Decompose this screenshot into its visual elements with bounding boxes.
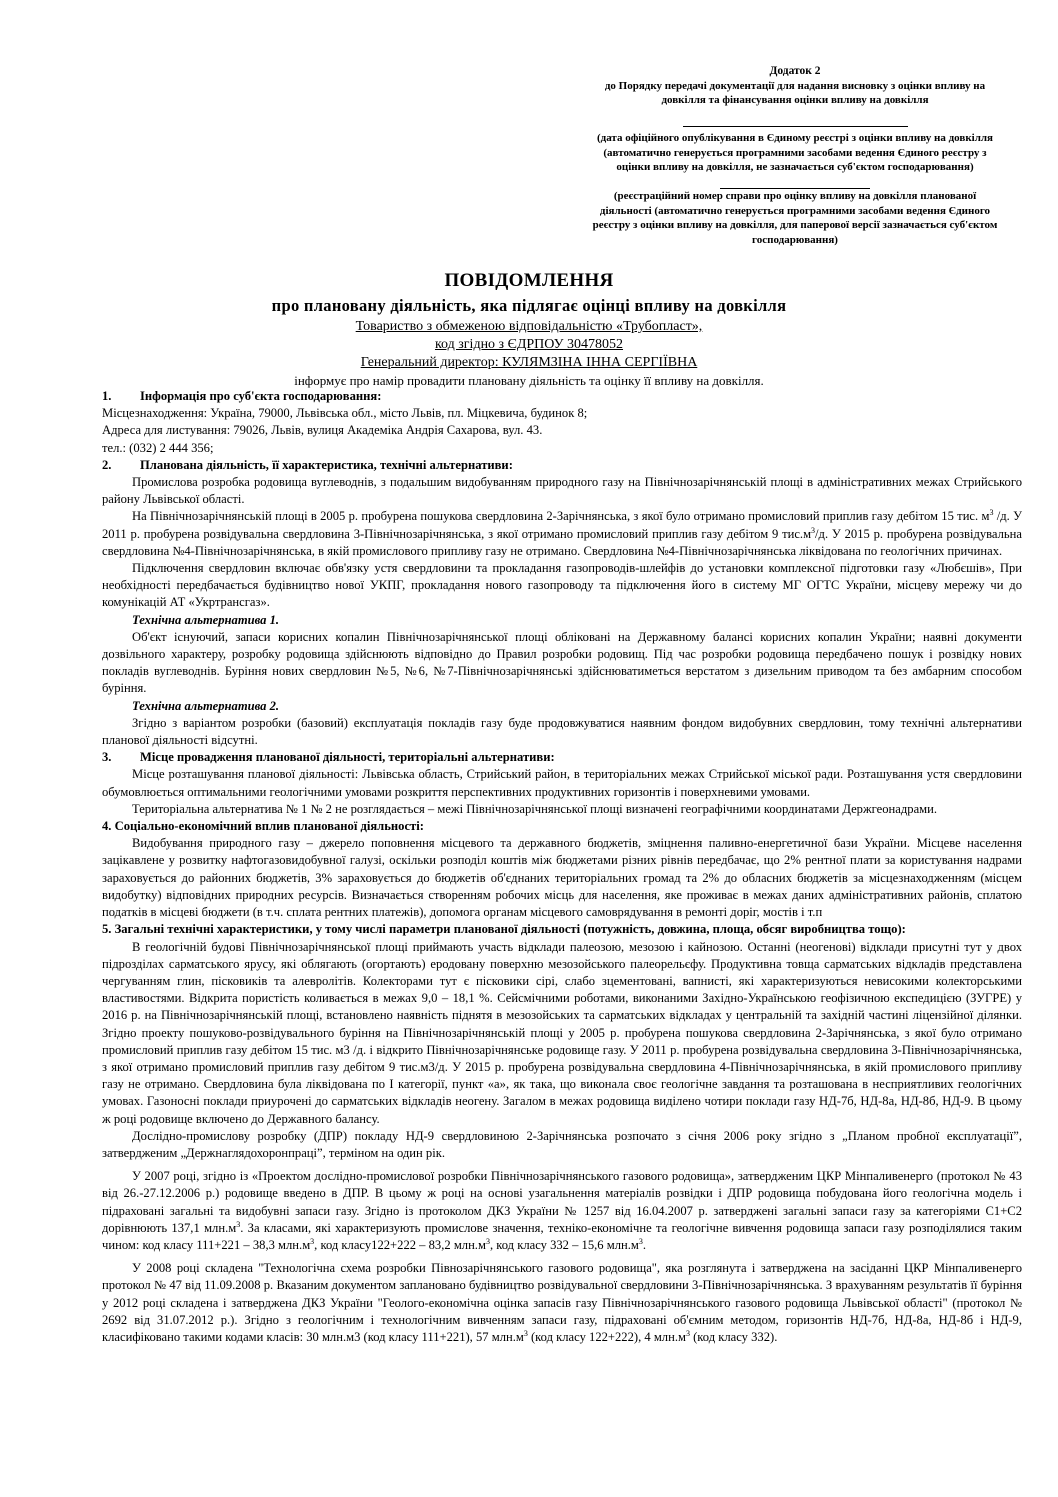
reg-blank-line [720,177,870,189]
section-1-heading [102,388,1022,405]
notice-subtitle: про плановану діяльність, яка підлягає оцінці впливу на довкілля [271,296,787,315]
section-3-paragraph-1: Місце розташування планової діяльності: Львівська область, Стрийський район, в територіальних межах Стрийської міської ради. Розташування устя свердловини обумовлюється оптимальними геологічними умовами розкриття перспективних продуктивних горизонтів і поверхневими умовами. [102,767,1022,799]
section-1-number: 1. [102,389,112,403]
section-5-paragraph-3: У 2007 році, згідно із «Проектом дослідно-промислової розробки Північнозарічнянського газового родовища», затвердженим ЦКР Мінпаливенерго (протокол № 43 від 26.-27.12.2006 р.) родовище введено в ДПР. В цьому ж році на основі узагальнення матеріалів розвідки і ДПР родовища побудована його геологічна модель і підраховані загальні та видобувні запаси газу. Згідно із протоколом ДКЗ України № 1257 від 16.04.2007 р. затверджені загальні запаси газу за категоріями С1+С2 дорівнюють 137,1 $млн.м^3$. За класами, які характеризують промислове значення, техніко-економічне та геологічне вивчення родовища запаси газу розподілялися таким чином: код класу 111+221 – 38,3 $млн.м^3$, код класу122+222 – 83,2 $млн.м^3$, код класу 332 – 15,6 $млн.м^3$. [102,1169,1022,1252]
section-3-number: 3. [102,750,112,765]
notice-title: ПОВІДОМЛЕННЯ [444,270,614,291]
section-5-paragraph-4: У 2008 році складена "Технологічна схема розробки Півнозарічнянського газового родовища", яка розглянута і затверджена на засіданні ЦКР Мінпаливенерго протокол № 47 від 11.09.2008 р. Вказаним документом заплановано будівництво розвідувальної свердловини 3-Північнозарічнянська. З врахуванням результатів її буріння у 2012 році складена і затверджена ДКЗ України "Геолого-економічна оцінка запасів газу Північнозарічнянського газового родовища Львівської області" (протокол № 2692 від 31.07.2012 р.). Згідно з геологічним і технологічним вивченням запаси газу, підраховані об'ємним методом, горизонтів НД-7б, НД-8а, НД-8б і НД-9, класифіковано такими кодами класів: 30 млн.м3 (код класу 111+221), 57 $млн.м^3$ (код класу 122+222), 4 $млн.м^3$ (код класу 332). [102,1261,1022,1344]
notice-intent: інформує про намір провадити плановану діяльність та оцінку її впливу на довкілля. [294,373,764,388]
annex-subtitle: до Порядку передачі документації для надання висновку з оцінки впливу на довкілля та фінансування оцінки впливу на довкілля [604,79,986,106]
entity-location: Місцезнаходження: Україна, 79000, Львівська обл., місто Львів, пл. Міцкевича, будинок 8; [102,406,588,421]
section-2-paragraph-2: На Північнозарічнянській площі в 2005 р. пробурена пошукова свердловина 2-Зарічнянська, з якої було отримано промисловий приплив газу дебітом 15 тис. $м^3$ /д. У 2011 р. пробурена розвідувальна свердловина 3-Північнозарічнянська, з якої отримано промисловий приплив газу дебітом 9 $тис.м^3/д$. У 2015 р. пробурена розвідувальна свердловина №4-Північнозарічнянська, в якій промислового припливу газу не отримано. Свердловина №4-Північнозарічнянська ліквідована по геологічних причинах. [102,508,1022,558]
section-5-paragraph-1: В геологічній будові Північнозарічнянської площі приймають участь відклади палеозою, мезозою і кайнозою. Останні (неогенові) відклади присутні тут у двох підрозділах сарматського ярусу, які облягають (огортають) еродовану поверхню мезозойського палеорельєфу. Продуктивна товща сарматських відкладів представлена чергуванням глин, пісковиків та алевролітів. Колекторами тут є пісковики сірі, слабо зцементовані, вапнисті, які характеризуються невисокими колекторськими властивостями. Відкрита пористість коливається в межах 9,0 – 18,1 %. Сейсмічними роботами, виконаними Західно-Українською геофізичною експедицією (ЗУГРЕ) у 2016 р. на Північнозарічнянській площі, встановлено наявність піднятя в мезозойських та сарматських відкладах у центральній та західній частині ліцензійної ділянки. Згідно проекту пошуково-розвідувального буріння на Північнозарічнянській площі у 2005 р. пробурена пошукова свердловина 2-Зарічнянська, з якої було отримано промисловий приплив газу дебітом 15 тис. м3 /д. і відкрито Північнозарічнянське родовище газу. У 2011 р. пробурена розвідувальна свердловина 3-Північнозарічнянська, з якої отримано промисловий приплив газу дебітом 9 тис.м3/д. У 2015 р. пробурена розвідувальна свердловина 4-Північнозарічнянська, в якій промислового припливу газу не отримано. Свердловина була ліквідована по І категорії, пункт «а», як така, що виконала своє геологічне завдання та розташована в несприятливих геологічних умовах. Газоносні поклади приурочені до сарматських відкладів неогену. Загалом в межах родовища виділено чотири поклади газу НД-7б, НД-8а, НД-8б, НД-9. В цьому ж році родовище включено до Державного балансу. [102,939,1022,1126]
tech-alternative-1-title: Технічна альтернатива 1. [132,612,280,627]
section-2-number: 2. [102,457,112,472]
entity-postal-address: Адреса для листування: 79026, Львів, вулиця Академіка Андрія Сахарова, вул. 43. [102,423,543,438]
annex-block [590,64,1000,247]
section-4-heading: 4. Соціально-економічний вплив планованої діяльності: [102,819,424,834]
notice-heading [100,268,958,389]
company-director: Генеральний директор: КУЛЯМЗІНА ІННА СЕРГІЇВНА [360,355,698,370]
annex-reg-note: (реєстраційний номер справи про оцінку впливу на довкілля планованої діяльності (автоматично генерується програмними засобами ведення Єдиного реєстру з оцінки впливу на довкілля, для паперової версії зазначається суб'єктом господарювання) [592,190,998,246]
section-3-heading [102,749,1022,766]
section-2-paragraph-1: Промислова розробка родовища вуглеводнів, з подальшим видобуванням природного газу на Північнозарічнянській площі в адміністративних межах Стрийського району Львівської області. [102,475,1022,507]
annex-title: Додаток 2 [769,65,821,77]
tech-alternative-2-title: Технічна альтернатива 2. [132,698,280,713]
company-name: Товариство з обмеженою відповідальністю «Трубопласт», [355,319,703,334]
section-3-title: Місце провадження планованої діяльності, територіальні альтернативи: [140,750,555,765]
section-3-paragraph-2: Територіальна альтернатива № 1 № 2 не розглядається – межі Північнозарічнянської площі визначені географічними координатами Держгеонадрами. [132,801,938,816]
company-edrpou: код згідно з ЄДРПОУ 30478052 [434,337,624,352]
section-5-paragraph-2: Дослідно-промислову розробку (ДПР) покладу НД-9 свердловиною 2-Зарічнянська розпочато з січня 2006 року згідно з „Планом пробної експлуатації”, затвердженим „Держнаглядохоронпраці”, терміном на один рік. [102,1128,1022,1160]
document-body [102,388,1022,1346]
section-5-heading: 5. Загальні технічні характеристики, у тому числі параметри планованої діяльності (потужність, довжина, площа, обсяг виробництва тощо): [102,922,906,937]
date-blank-line [683,116,908,127]
section-2-heading [102,457,1022,474]
tech-alternative-1-text: Об'єкт існуючий, запаси корисних копалин Північнозарічнянської площі обліковані на Державному балансі корисних копалин України; наявні документи дозвільного характеру, розробку родовища здійснюють відповідно до Правил розробки родовищ. Під час розробки родовища передбачено пошук і розвідку нових покладів вуглеводнів. Буріння нових свердловин №5, №6, №7-Північнозарічнянські здійснюватиметься верстатом з дизельним приводом та без амбарним способом буріння. [102,629,1022,696]
section-2-title: Планована діяльність, її характеристика, технічні альтернативи: [140,457,513,472]
section-1-title: Інформація про суб'єкта господарювання: [140,389,382,403]
tech-alternative-2-text: Згідно з варіантом розробки (базовий) експлуатація покладів газу буде продовжуватися наявним фондом видобувних свердловин, тому технічні альтернативи планової діяльності відсутні. [102,715,1022,748]
section-2-paragraph-3: Підключення свердловин включає обв'язку устя свердловини та прокладання газопроводів-шлейфів до установки комплексної підготовки газу «Любєшів», При необхідності передбачається будівництво нової УКПГ, прокладання нового газопроводу та підключення його в систему МГ ОГТС України, місцеву мережу чи до комунікацій АТ «Укртрансгаз». [102,561,1022,610]
section-4-paragraph-1: Видобування природного газу – джерело поповнення місцевого та державного бюджетів, зміцнення паливно-енергетичної бази України. Місцеве населення зацікавлене у розвитку нафтогазовидобувної галузі, оскільки розподіл коштів між бюджетами різних рівнів передбачає, що 2% рентної плати за користування надрами зараховується до районних бюджетів, 3% зараховується до бюджетів об'єднаних територіальних громад та 2% до обласних бюджетів за місцезнаходженням (місцем видобутку) відповідних природних ресурсів. Визначається створенням робочих місць для населення, яке проживає в межах даних адміністративних районів, сплатою податків в місцеві бюджети (в т.ч. сплата рентних платежів), допомога органам місцевого самоврядування в ремонті доріг, мостів і т.п [102,836,1022,920]
entity-phone: тел.: (032) 2 444 356; [102,440,214,455]
annex-date-note: (дата офіційного опублікування в Єдиному реєстрі з оцінки впливу на довкілля (автоматично генерується програмними засобами ведення Єдиного реєстру з оцінки впливу на довкілля, не зазначається суб'єктом господарювання) [590,131,1000,189]
